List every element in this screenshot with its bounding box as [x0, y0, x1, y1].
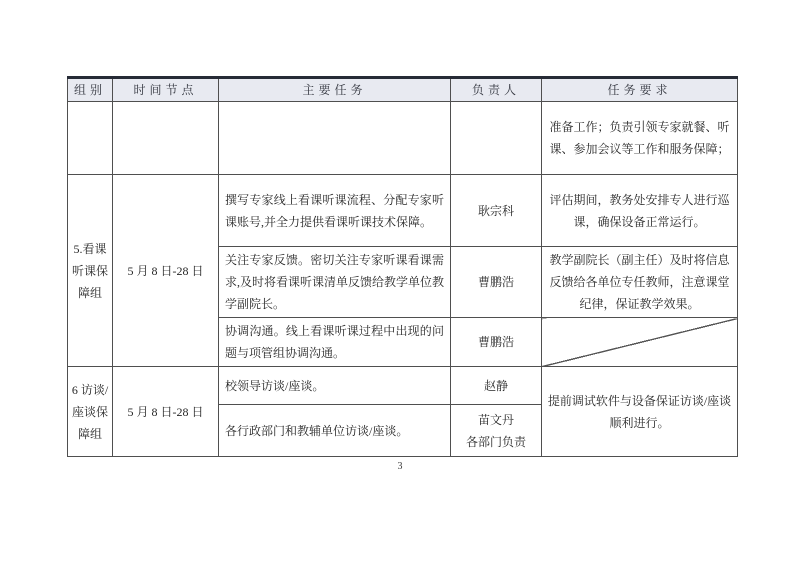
header-row: [68, 78, 738, 102]
cell-group5-requirement2: 教学副院长（副主任）及时将信息反馈给各单位专任教师，注意课堂纪律，保证教学效果。: [542, 247, 738, 318]
diagonal-slash-cell: [542, 318, 738, 367]
header-cell-requirement: 任务要求: [542, 78, 738, 102]
owner-name: 苗文丹: [477, 412, 514, 427]
cell-carryover-owner: [451, 102, 542, 175]
cell-group5-owner1: 耿宗科: [451, 175, 542, 247]
cell-carryover-requirement: 准备工作；负责引领专家就餐、听课、参加会议等工作和服务保障；: [542, 102, 738, 175]
cell-group5-task2: 关注专家反馈。密切关注专家听课看课需求,及时将看课听课清单反馈给教学单位教学副院长。: [219, 247, 451, 318]
row-group6-task1: [68, 367, 738, 405]
cell-group6-time: 5 月 8 日-28 日: [113, 367, 219, 457]
cell-group5-label: 5.看课听课保障组: [68, 175, 113, 367]
owner-role: 各部门负责: [465, 434, 526, 449]
cell-group6-owner2: [451, 405, 542, 457]
cell-carryover-time: [113, 102, 219, 175]
cell-group5-time: 5 月 8 日-28 日: [113, 175, 219, 367]
cell-group6-requirement: 提前调试软件与设备保证访谈/座谈顺利进行。: [542, 367, 738, 457]
header-cell-task: 主要任务: [219, 78, 451, 102]
owner-name: 赵静: [483, 378, 508, 393]
cell-group6-owner1: [451, 367, 542, 405]
header-cell-time: 时间节点: [113, 78, 219, 102]
cell-group5-owner2: 曹鹏浩: [451, 247, 542, 318]
row-group5-task1: [68, 175, 738, 247]
header-cell-owner: 负责人: [451, 78, 542, 102]
cell-carryover-task: [219, 102, 451, 175]
cell-group5-owner3: 曹鹏浩: [451, 318, 542, 367]
cell-carryover-group: [68, 102, 113, 175]
cell-group6-label: 6 访谈/座谈保障组: [68, 367, 113, 457]
cell-group6-task1: 校领导访谈/座谈。: [219, 367, 451, 405]
cell-group5-task1: 撰写专家线上看课听课流程、分配专家听课账号,并全力提供看课听课技术保障。: [219, 175, 451, 247]
cell-group6-task2: 各行政部门和教辅单位访谈/座谈。: [219, 405, 451, 457]
cell-group5-task3: 协调沟通。线上看课听课过程中出现的问题与项管组协调沟通。: [219, 318, 451, 367]
page-number: 3: [397, 461, 403, 472]
header-cell-group: 组别: [68, 78, 113, 102]
cell-group5-requirement1: 评估期间，教务处安排专人进行巡课，确保设备正常运行。: [542, 175, 738, 247]
schedule-table: [67, 76, 738, 457]
row-carryover: [68, 102, 738, 175]
